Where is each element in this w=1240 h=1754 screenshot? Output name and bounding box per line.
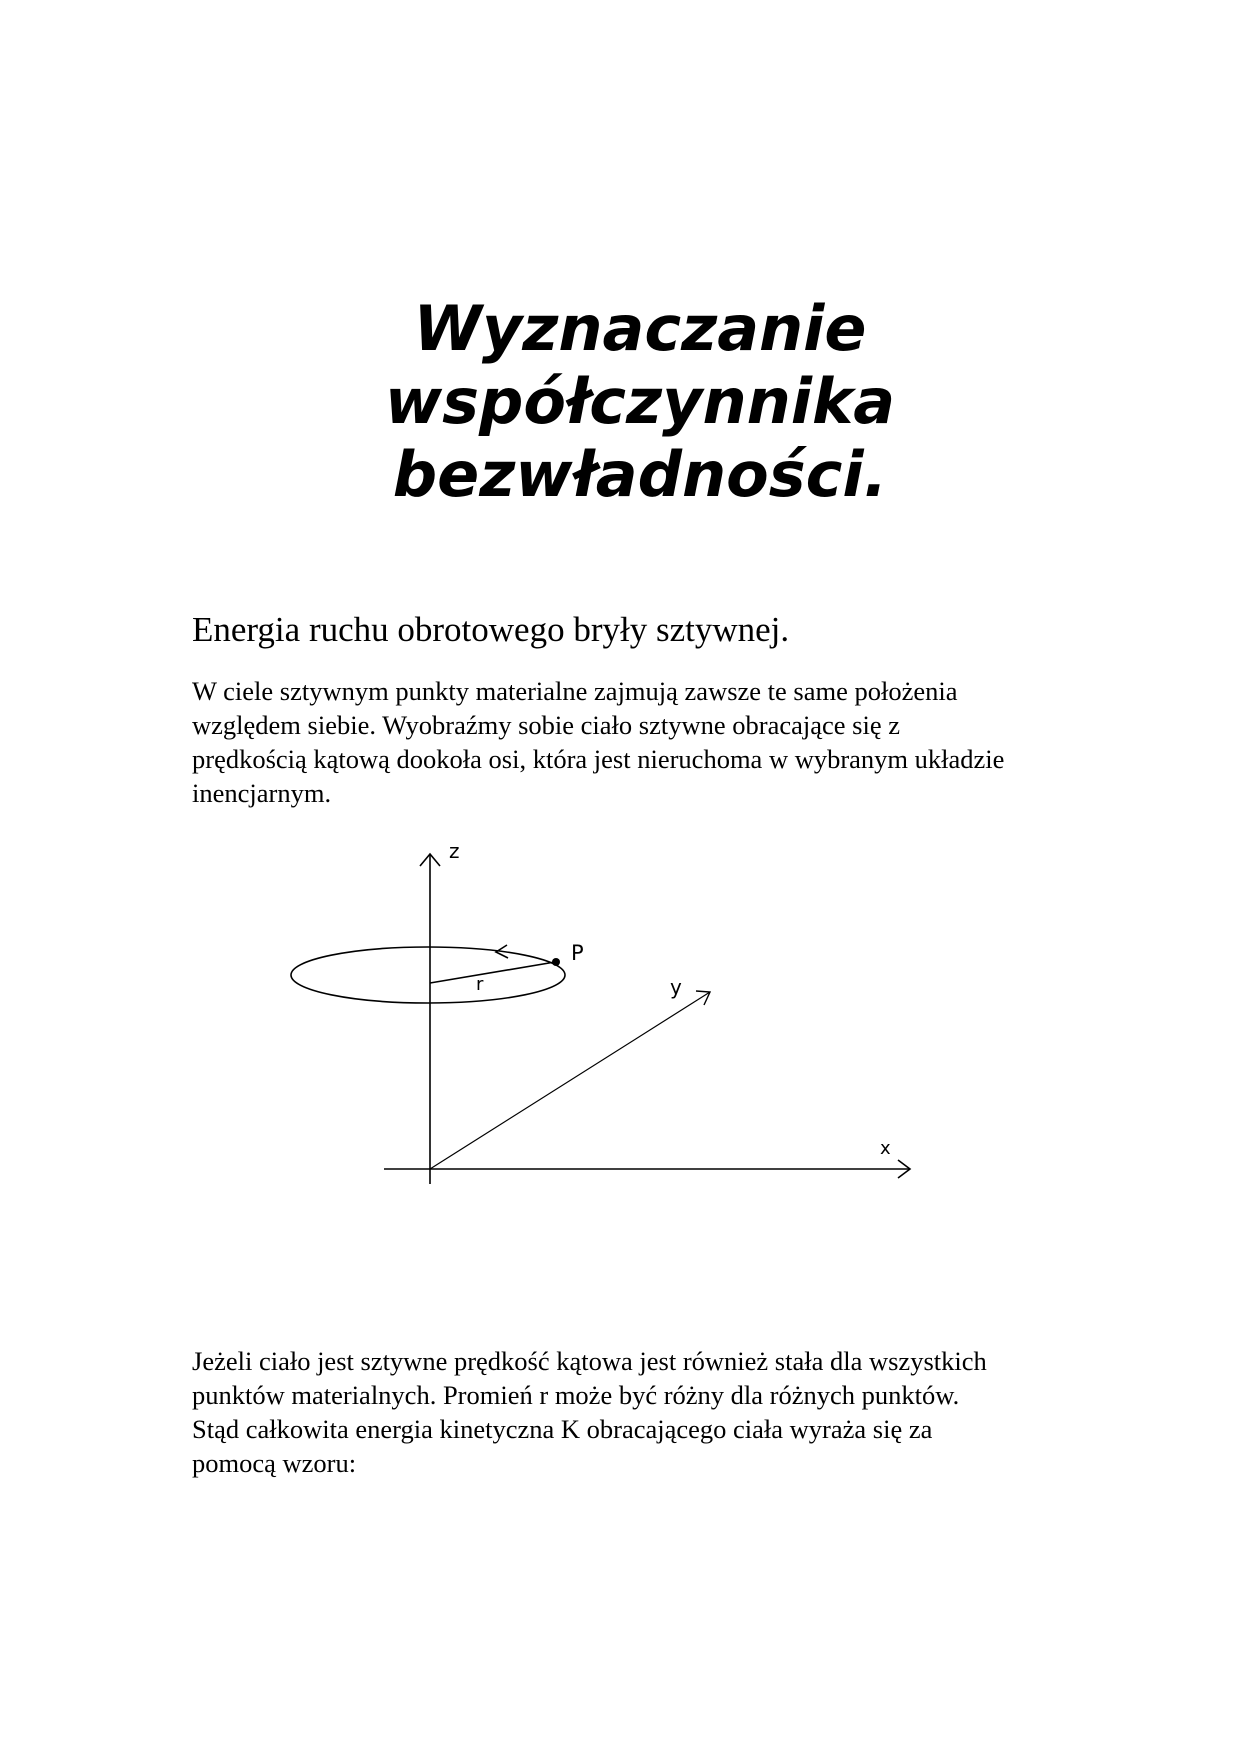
paragraph-intro-line-3: prędkością kątową dookoła osi, która jest nieruchoma w wybranym układzie xyxy=(192,744,1005,774)
paragraph-kinetic-line-2: punktów materialnych. Promień r może być różny dla różnych punktów. xyxy=(192,1380,960,1410)
z-axis-label: z xyxy=(449,839,460,863)
paragraph-intro-line-4: inencjarnym. xyxy=(192,778,332,808)
title-line-2: współczynnika xyxy=(384,365,896,438)
y-axis xyxy=(430,992,710,1169)
point-p-marker xyxy=(552,958,560,966)
radius-line xyxy=(430,962,555,983)
y-axis-label: y xyxy=(670,975,682,999)
x-axis-label: x xyxy=(880,1138,891,1159)
paragraph-kinetic-line-1: Jeżeli ciało jest sztywne prędkość kątowa jest również stała dla wszystkich xyxy=(192,1346,987,1376)
section-heading: Energia ruchu obrotowego bryły sztywnej. xyxy=(192,610,790,649)
title-line-1: Wyznaczanie xyxy=(413,292,867,365)
rotation-orbit xyxy=(291,947,565,1003)
point-p-label: P xyxy=(571,941,584,965)
radius-label: r xyxy=(476,974,484,995)
rotation-diagram xyxy=(280,830,930,1200)
document-title xyxy=(280,292,1000,511)
paragraph-kinetic-line-4: pomocą wzoru: xyxy=(192,1448,357,1478)
paragraph-kinetic-line-3: Stąd całkowita energia kinetyczna K obracającego ciała wyraża się za xyxy=(192,1414,933,1444)
paragraph-intro xyxy=(192,674,1004,810)
title-line-3: bezwładności. xyxy=(392,438,888,511)
paragraph-intro-line-1: W ciele sztywnym punkty materialne zajmują zawsze te same położenia xyxy=(192,676,958,706)
paragraph-intro-line-2: względem siebie. Wyobraźmy sobie ciało sztywne obracające się z xyxy=(192,710,900,740)
paragraph-kinetic-energy xyxy=(192,1344,987,1480)
